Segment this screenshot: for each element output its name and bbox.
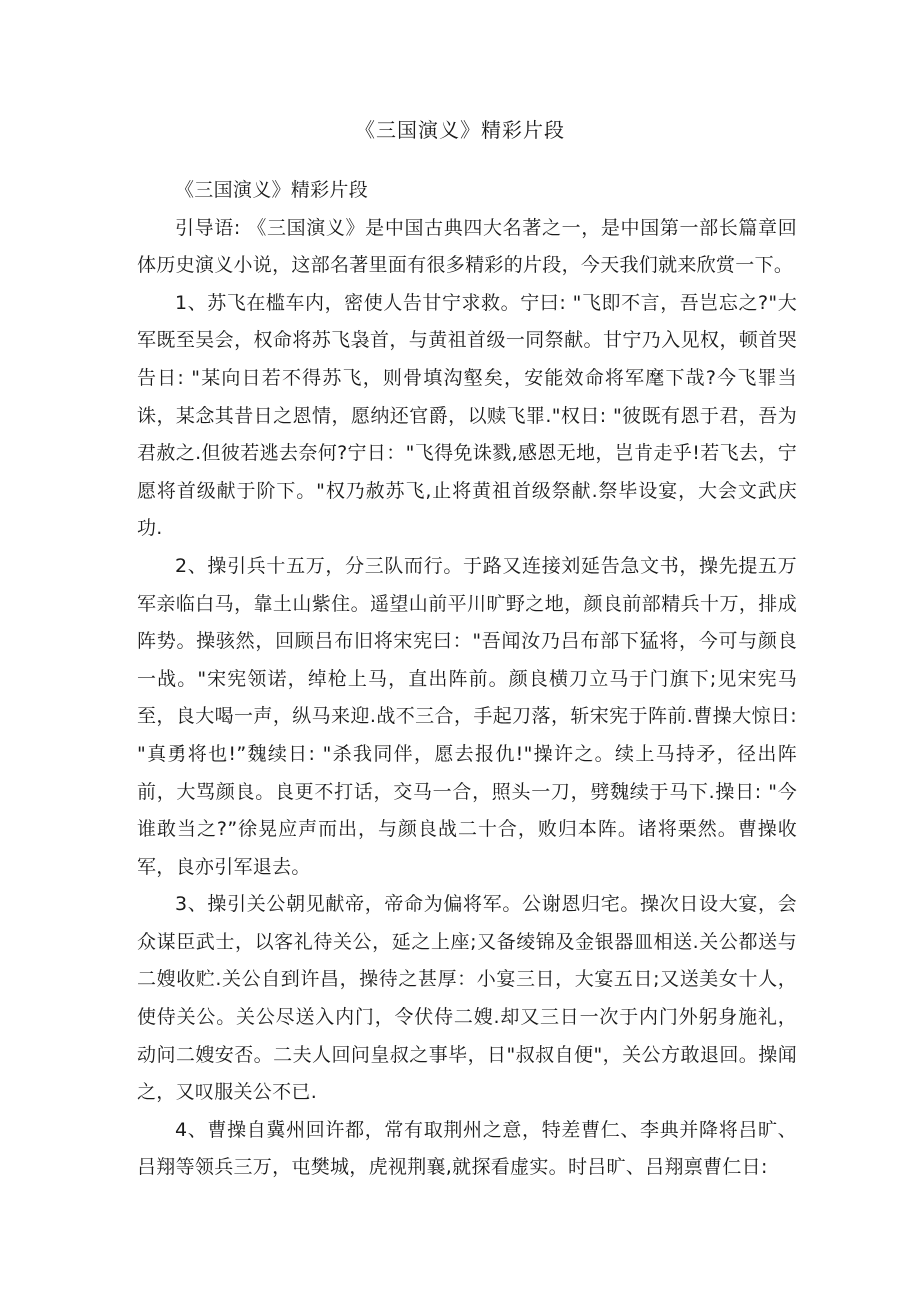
excerpt-paragraph-3: 3、操引关公朝见献帝，帝命为偏将军。公谢恩归宅。操次日设大宴，会众谋臣武士，以客礼待关公，延之上座;又备绫锦及金银器皿相送.关公都送与二嫂收贮.关公自到许昌，操待之甚厚：小宴三日，大宴五日;又送美女十人，使侍关公。关公尽送入内门，令伏侍二嫂.却又三日一次于内门外躬身施礼，动问二嫂安否。二夫人回问皇叔之事毕，日"叔叔自便"，关公方敢退回。操闻之，又叹服关公不已. [137, 893, 797, 1104]
document-title: 《三国演义》精彩片段 [355, 118, 565, 142]
document-body [137, 172, 797, 1187]
subtitle-paragraph: 《三国演义》精彩片段 [175, 179, 369, 201]
excerpt-paragraph-2: 2、操引兵十五万，分三队而行。于路又连接刘延告急文书，操先提五万军亲临白马，靠土山紫住。遥望山前平川旷野之地，颜良前部精兵十万，排成阵势。操骇然，回顾吕布旧将宋宪曰："吾闻汝乃吕布部下猛将，今可与颜良一战。"宋宪领诺，绰枪上马，直出阵前。颜良横刀立马于门旗下;见宋宪马至，良大喝一声，纵马来迎.战不三合，手起刀落，斩宋宪于阵前.曹操大惊日: "真勇将也!”魏续日: "杀我同伴，愿去报仇!"操许之。续上马持矛，径出阵前，大骂颜良。良更不打话，交马一合，照头一刀，劈魏续于马下.操日: "今谁敢当之?”徐晃应声而出，与颜良战二十合，败归本阵。诸将栗然。曹操收军，良亦引军退去。 [137, 554, 797, 878]
intro-paragraph: 引导语: 《三国演义》是中国古典四大名著之一，是中国第一部长篇章回体历史演义小说，这部名著里面有很多精彩的片段，今天我们就来欣赏一下。 [137, 216, 797, 277]
excerpt-paragraph-1: 1、苏飞在槛车内，密使人告甘宁求救。宁曰: "飞即不言，吾岂忘之?"大军既至吴会，权命将苏飞袅首，与黄祖首级一同祭献。甘宁乃入见权，顿首哭告日: "某向日若不得苏飞，则骨填沟壑矣，安能效命将军麾下哉?今飞罪当诛，某念其昔日之恩情，愿纳还官爵，以赎飞罪."权日: "彼既有恩于君，吾为君赦之.但彼若逃去奈何?宁日："飞得免诛戮,感恩无地，岂肯走乎!若飞去，宁愿将首级献于阶下。"权乃赦苏飞,止将黄祖首级祭献.祭毕设宴，大会文武庆功. [137, 291, 797, 540]
excerpt-paragraph-4: 4、曹操自冀州回许都，常有取荆州之意，特差曹仁、李典并降将吕旷、吕翔等领兵三万，屯樊城，虎视荆襄,就探看虚实。时吕旷、吕翔禀曹仁日: [137, 1118, 797, 1179]
